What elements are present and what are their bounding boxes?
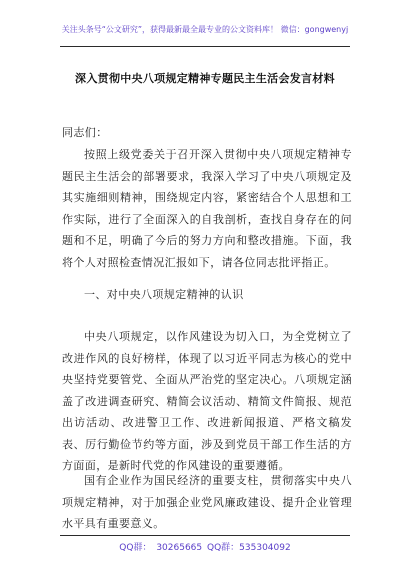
footer-contact: QQ群： 30265665 QQ群：535304092	[119, 543, 291, 553]
paragraph-intro: 按照上级党委关于召开深入贯彻中央八项规定精神专题民主生活会的部署要求，我深入学习了中央八项规定及其实施细则精神，围绕规定内容，紧密结合个人思想和工作实际，进行了全面深入的自我剖析，查找自身存在的问题和不足，明确了今后的努力方向和整改措施。下面，我将个人对照检查情况汇报如下，请各位同志批评指正。	[62, 148, 352, 269]
document-title: 深入贯彻中央八项规定精神专题民主生活会发言材料	[75, 72, 335, 85]
footer-divider	[60, 535, 350, 536]
salutation: 同志们：	[62, 126, 108, 139]
paragraph-understanding: 中央八项规定，以作风建设为切入口，为全党树立了改进作风的良好榜样，体现了以习近平同志为核心的党中央坚持党要管党、全面从严治党的坚定决心。八项规定涵盖了改进调查研究、精简会议活动、精简文件简报、规范出访活动、改进警卫工作、改进新闻报道、严格文稿发表、厉行勤俭节约等方面，涉及到党员干部工作生活的方方面面，是新时代党的作风建设的重要遵循。	[62, 330, 352, 472]
header-divider	[60, 46, 350, 47]
section-heading: 一、对中央八项规定精神的认识	[84, 288, 244, 301]
header-banner: 关注头条号“公文研究”，获得最新最全最专业的公文资料库！ 微信：gongwenyj	[61, 25, 349, 34]
paragraph-soe: 国有企业作为国民经济的重要支柱，贯彻落实中央八项规定精神，对于加强企业党风廉政建设、提升企业管理水平具有重要意义。	[62, 474, 352, 530]
